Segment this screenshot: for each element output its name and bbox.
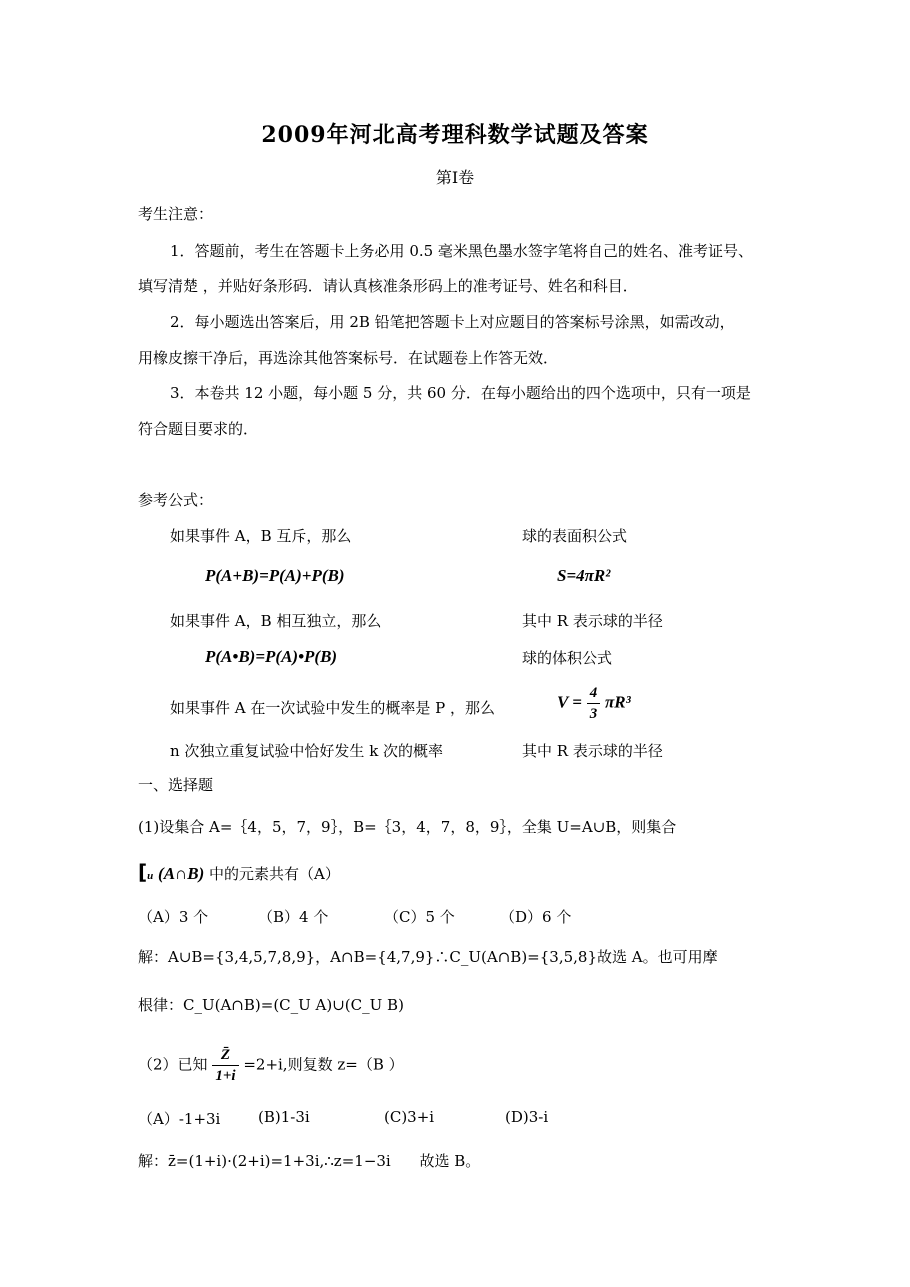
notice-item1-line1: 1．答题前，考生在答题卡上务必用 0.5 毫米黑色墨水签字笔将自己的姓名、准考证号、 — [170, 242, 753, 260]
notice-heading: 考生注意： — [138, 205, 214, 223]
formula-left3-text: 如果事件 A 在一次试验中发生的概率是 P ，那么 — [170, 699, 495, 717]
formula-right3-text: 球的体积公式 — [522, 649, 613, 667]
q2-option-b: (B)1-3i — [258, 1108, 310, 1126]
q2-fraction: $\frac{Z̄}{1+i}$ — [212, 1045, 238, 1086]
q2-stem: （2）已知 $\frac{Z̄}{1+i}$ =2+i,则复数 z=（B ） — [138, 1047, 404, 1084]
q1-stem: (1)设集合 A=｛4，5，7，9｝，B=｛3，4，7，8，9｝，全集 U=A∪B，则集合 — [138, 818, 677, 836]
q2-option-d: (D)3-i — [505, 1108, 549, 1126]
q1-option-b: （B）4 个 — [258, 908, 329, 926]
formula-right2-text: 其中 R 表示球的半径 — [522, 612, 663, 630]
q2-option-a: （A）-1+3i — [138, 1110, 221, 1128]
q1-option-c: （C）5 个 — [384, 908, 455, 926]
notice-item2-line1: 2．每小题选出答案后，用 2B 铅笔把答题卡上对应题目的答案标号涂黑，如需改动， — [170, 313, 735, 331]
q1-option-d: （D）6 个 — [500, 908, 572, 926]
volume-fraction: $\frac{4}{3}$ — [587, 683, 601, 724]
notice-item1-line2: 填写清楚 ，并贴好条形码．请认真核准条形码上的准考证号、姓名和科目． — [138, 277, 638, 295]
q1-option-a: （A）3 个 — [138, 908, 209, 926]
formulas-heading: 参考公式： — [138, 491, 214, 509]
formula-sphere-volume: V = $\frac{4}{3}$ πR³ — [557, 685, 631, 722]
page-title: 2009年河北高考理科数学试题及答案 — [261, 122, 649, 148]
notice-item3-line1: 3．本卷共 12 小题，每小题 5 分，共 60 分．在每小题给出的四个选项中，只有一项是 — [170, 384, 751, 402]
volume-label: 第Ⅰ卷 — [435, 168, 475, 187]
notice-item3-line2: 符合题目要求的． — [138, 420, 259, 438]
formula-left4-text: n 次独立重复试验中恰好发生 k 次的概率 — [170, 742, 444, 760]
q1-solution-line2: 根律：C_U(A∩B)=(C_U A)∪(C_U B) — [138, 996, 404, 1014]
q1-stem-line2: [u (A∩B) 中的元素共有（A） — [138, 860, 340, 884]
formula-right1-text: 球的表面积公式 — [522, 527, 628, 545]
notice-item2-line2: 用橡皮擦干净后，再选涂其他答案标号．在试题卷上作答无效． — [138, 349, 559, 367]
formula-independent: P(A•B)=P(A)•P(B) — [205, 647, 338, 666]
q2-solution: 解：z̄=(1+i)·(2+i)=1+3i,∴z=1−3i 故选 B。 — [138, 1152, 481, 1170]
q2-option-c: (C)3+i — [384, 1108, 435, 1126]
section-choice-heading: 一、选择题 — [138, 776, 214, 794]
formula-left2-text: 如果事件 A，B 相互独立，那么 — [170, 612, 382, 630]
formula-mutually-exclusive: P(A+B)=P(A)+P(B) — [205, 566, 345, 585]
complement-symbol-icon: [ — [138, 860, 148, 884]
formula-left1-text: 如果事件 A，B 互斥，那么 — [170, 527, 352, 545]
q1-solution-line1: 解：A∪B={3,4,5,7,8,9}，A∩B={4,7,9}∴C_U(A∩B)={3,5,8}故选 A。也可用摩 — [138, 948, 718, 966]
formula-sphere-area: S=4πR² — [557, 566, 611, 585]
formula-right4-text: 其中 R 表示球的半径 — [522, 742, 663, 760]
